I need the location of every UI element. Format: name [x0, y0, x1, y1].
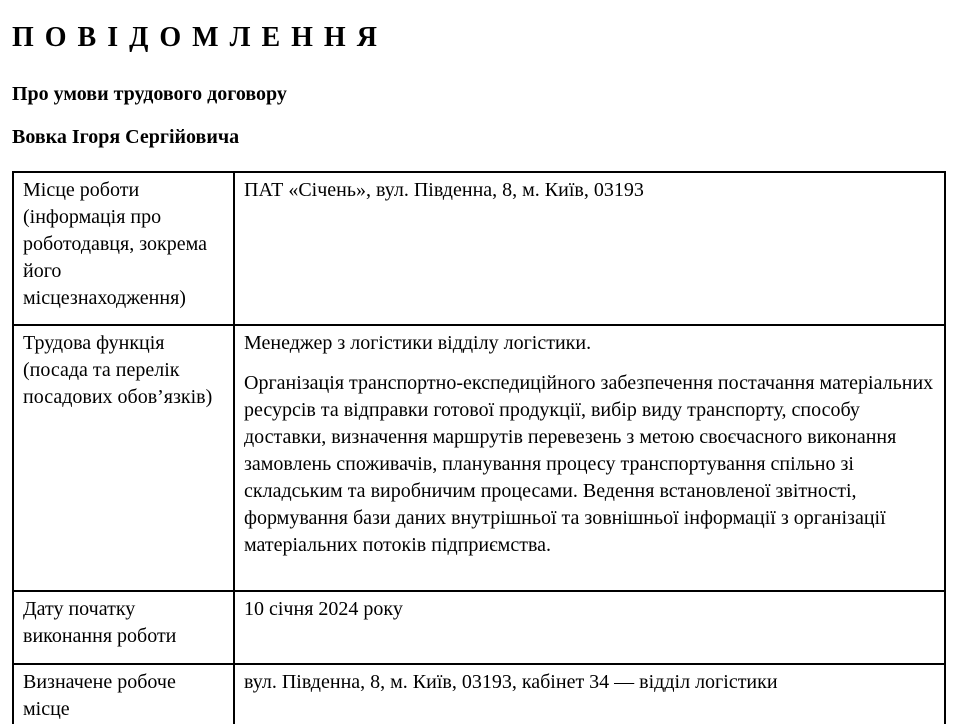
table-row-job-function [13, 325, 945, 591]
row-label-job-function: Трудова функція (посада та перелік посадових обов’язків) [13, 325, 234, 591]
document-title: П О В І Д О М Л Е Н Н Я [12, 22, 379, 53]
labor-conditions-table [12, 171, 946, 724]
value-paragraph: Менеджер з логістики відділу логістики. [244, 332, 592, 354]
value-paragraph: Організація транспортно-експедиційного забезпечення постачання матеріальних ресурсів та відправки готової продукції, вибір виду транспорту, способу доставки, визначення маршрутів перевезень з метою своєчасного виконання замовлень споживачів, планування процесу транспортування спільно зі складським та виробничим процесами. Ведення встановленої звітності, формування бази даних внутрішньої та зовнішньої інформації з організації матеріальних потоків підприємства. [244, 372, 934, 556]
row-label-start-date: Дату початку виконання роботи [13, 591, 234, 664]
row-label-workplace: Місце роботи (інформація про роботодавця, зокрема його місцезнаходження) [13, 172, 234, 325]
table-row-workplace [13, 172, 945, 325]
row-value-job-function [234, 325, 945, 591]
value-paragraph: ПАТ «Січень», вул. Південна, 8, м. Київ, 03193 [244, 179, 644, 201]
employee-name: Вовка Ігоря Сергійовича [12, 126, 240, 148]
row-value-designated-workplace [234, 664, 945, 724]
row-label-designated-workplace: Визначене робоче місце [13, 664, 234, 724]
table-row-designated-workplace [13, 664, 945, 724]
value-paragraph: вул. Південна, 8, м. Київ, 03193, кабінет 34 — відділ логістики [244, 671, 778, 693]
table-row-start-date [13, 591, 945, 664]
row-value-workplace [234, 172, 945, 325]
row-value-start-date [234, 591, 945, 664]
value-paragraph: 10 січня 2024 року [244, 598, 403, 620]
notification-document [0, 22, 958, 724]
document-subtitle: Про умови трудового договору [12, 83, 287, 105]
